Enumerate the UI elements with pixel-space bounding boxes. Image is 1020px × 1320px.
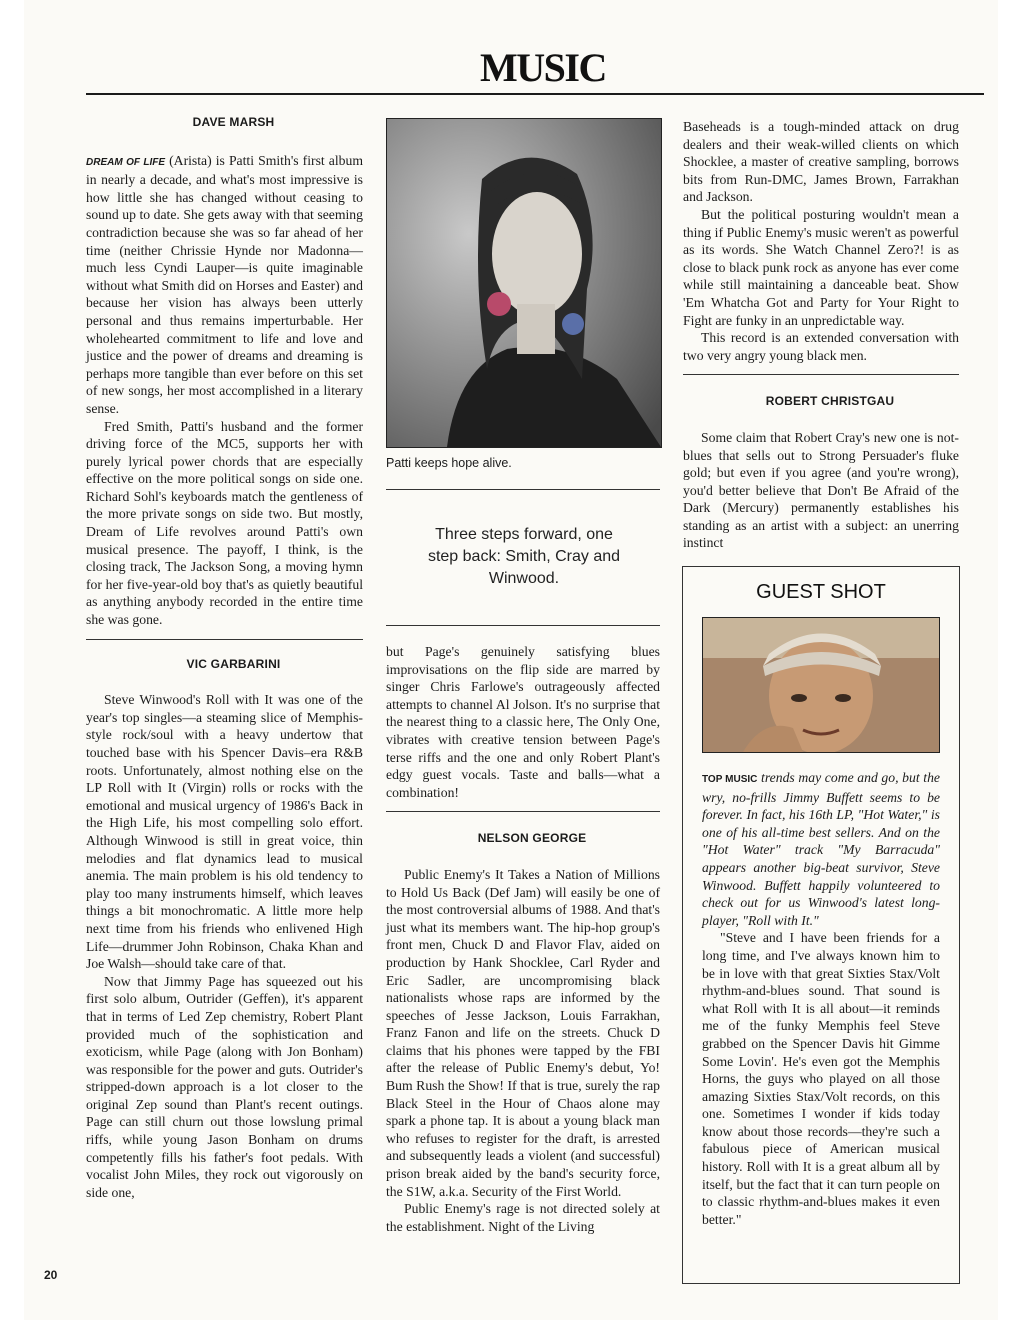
- byline-george: NELSON GEORGE: [477, 831, 587, 846]
- section-title: MUSIC: [480, 45, 606, 90]
- right-column: [683, 118, 959, 552]
- guest-shot-title: GUEST SHOT: [756, 581, 886, 603]
- george-paragraph-3: But the political posturing wouldn't mean a thing if Public Enemy's music weren't as powerful as its words. She Watch Channel Zero?! is as close to black punk rock as anyone has ever come while still maintaining a danceable beat. Show 'Em Whatcha Got and Party for Your Right to Fight are funky in an unpredictable way.: [683, 206, 959, 328]
- guest-intro: [702, 769, 940, 929]
- marsh-paragraph-1: [86, 152, 363, 418]
- buffett-photo: [702, 617, 940, 753]
- magazine-page: [24, 0, 998, 1320]
- page-number: 20: [44, 1268, 58, 1282]
- george-paragraph-1: Public Enemy's It Takes a Nation of Millions to Hold Us Back (Def Jam) will easily be one of the most controversial albums of 1988. And that's just what its members want. The hip-hop group's front men, Chuck D and Flavor Flav, aided on production by Hank Shocklee, Carl Ryder and Eric Sadler, are uncompromising black nationalists whose raps are informed by the speeches of Jesse Jackson, Louis Farrakhan, Franz Fanon and life on the streets. Chuck D claims that his phones were tapped by the FBI after the release of Public Enemy's debut, Yo! Bum Rush the Show! If that is true, surely the rap Black Steel in the Hour of Chaos alone may spark a phone tap. It is about a young black man who refuses to register for the draft, is arrested and subsequently leads a violent (and successful) prison break aided by the band's security force, the S1W, a.k.a. Security of the First World.: [386, 866, 660, 1199]
- patti-smith-photo: [386, 118, 662, 448]
- garbarini-paragraph-1: Steve Winwood's Roll with It was one of the year's top singles—a steaming slice of Memphis-style rock/soul with a heavy undertow that touched base with his Spencer Davis–era R&B roots. Unfortunately, almost nothing else on the LP Roll with It (Virgin) rolls or rocks with the emotional and musical urgency of 1986's Back in the High Life, his most compelling solo effort. Although Winwood is still in great voice, thin melodies and flat dynamics lead to musical anemia. The main problem is his old tendency to play too many instruments himself, which leaves things a bit monochromatic. A little more help next time from his friends who enlivened High Life—drummer John Robinson, Chaka Khan and Joe Walsh—should take care of that.: [86, 692, 363, 972]
- george-continued: Baseheads is a tough-minded attack on drug dealers and their weak-willed clients on which Shocklee, a master of creative sampling, borrows bits from Run-DMC, James Brown, Farrakhan and Jackson.: [683, 119, 959, 205]
- christgau-paragraph-1: Some claim that Robert Cray's new one is not-blues that sells out to Strong Persuader's fluke gold; but even if you agree (and you're wrong), you'd better believe that Don't Be Afraid of the Dark (Mercury) permanently establishes his standing as an artist with a subject: an unerring instinct: [683, 429, 959, 551]
- middle-column: [386, 643, 660, 1235]
- george-paragraph-4: This record is an extended conversation with two very angry young black men.: [683, 330, 959, 363]
- divider: [386, 625, 660, 626]
- guest-shot-text: [702, 769, 940, 1228]
- left-column: [86, 114, 363, 1201]
- album-title-lead: DREAM OF LIFE: [86, 156, 166, 168]
- marsh-p1-text: (Arista) is Patti Smith's first album in nearly a decade, and what's most impressive is how little she has changed without ceasing to sound up to date. She gets away with that seeming contradiction because she was so far ahead of her time (neither Chrissie Hynde nor Madonna—much less Cyndi Lauper—is quite imaginable without what Smith did on Horses and Easter) and because her vision has always been utterly personal and thus remains imperturbable. Her wholehearted commitment to life and love and justice and the power of dreams and dreaming is perhaps more tangible than ever before on this set of new songs, her most accomplished in a literary sense.: [86, 152, 363, 416]
- guest-intro-text: trends may come and go, but the wry, no-frills Jimmy Buffett seems to be forever. In fact, his 16th LP, "Hot Water," is one of his all-time best sellers. And on the "Hot Water" track "My Barracuda" appears another big-beat survivor, Steve Winwood. Buffett happily volunteered to check out for us Winwood's latest long-player, "Roll with It.": [702, 770, 940, 928]
- guest-quote: "Steve and I have been friends for a long time, and I've always known him to be in love with that great Sixties Stax/Volt rhythm-and-blues sound. That sound is what Roll with It is all about—it reminds me of the funky Memphis feel Steve grabbed on the Spencer Davis hit Gimme Some Lovin'. He's even got the Memphis Horns, the guys who played on all those amazing Sixties Stax/Volt records, on this one. Sometimes I wonder if kids today know about those records—they're such a fabulous piece of American musical history. Roll with It is a great album all by itself, but the fact that it can turn people on to classic rhythm-and-blues makes it even better.": [702, 930, 940, 1227]
- top-rule: [86, 93, 984, 95]
- photo-caption: Patti keeps hope alive.: [386, 456, 512, 470]
- guest-shot-box: [682, 566, 960, 1284]
- portrait-illustration: [387, 119, 661, 447]
- garbarini-paragraph-2: Now that Jimmy Page has squeezed out his first solo album, Outrider (Geffen), it's apparent that in terms of Led Zep chemistry, Robert Plant provided much of the sophistication and exoticism, while Page (along with Jon Bonham) was responsible for the power and guts. Outrider's stripped-down approach is a lot closer to the original Zep sound than Plant's recent outings. Page can still churn out those lowslung primal riffs, while young Jason Bonham on drums competently fills his father's foot pedals. With vocalist John Miles, they rock out vigorously on side one,: [86, 973, 363, 1200]
- guest-intro-lead: TOP MUSIC: [702, 774, 758, 785]
- byline-marsh: DAVE MARSH: [192, 115, 275, 129]
- divider: [386, 489, 660, 490]
- buffett-portrait: [703, 618, 939, 752]
- pull-quote: Three steps forward, one step back: Smith, Cray and Winwood.: [427, 526, 621, 587]
- marsh-paragraph-2: Fred Smith, Patti's husband and the former driving force of the MC5, supports her with purely lyrical power chords that are especially effective on the more political songs on side one. Richard Sohl's keyboards match the gentleness of the more private songs on side two. But mostly, Dream of Life revolves around Patti's own musical presence. The payoff, I think, is the closing track, The Jackson Song, a moving hymn for her five-year-old boy that's as quietly beautiful as anything anybody recorded in the entire time she was gone.: [86, 418, 363, 628]
- george-paragraph-2: Public Enemy's rage is not directed solely at the establishment. Night of the Living: [386, 1201, 660, 1234]
- byline-christgau: ROBERT CHRISTGAU: [765, 394, 895, 409]
- middle-continued-text: but Page's genuinely satisfying blues improvisations on the flip side are marred by singer Chris Farlowe's outrageously affected attempts to channel Al Jolson. It's no surprise that the nearest thing to a classic here, The Only One, vibrates with creative tension between Page's terse riffs and the one and only Robert Plant's edgy guest vocals. Taste and balls—what a combination!: [386, 644, 660, 800]
- byline-garbarini: VIC GARBARINI: [186, 656, 281, 671]
